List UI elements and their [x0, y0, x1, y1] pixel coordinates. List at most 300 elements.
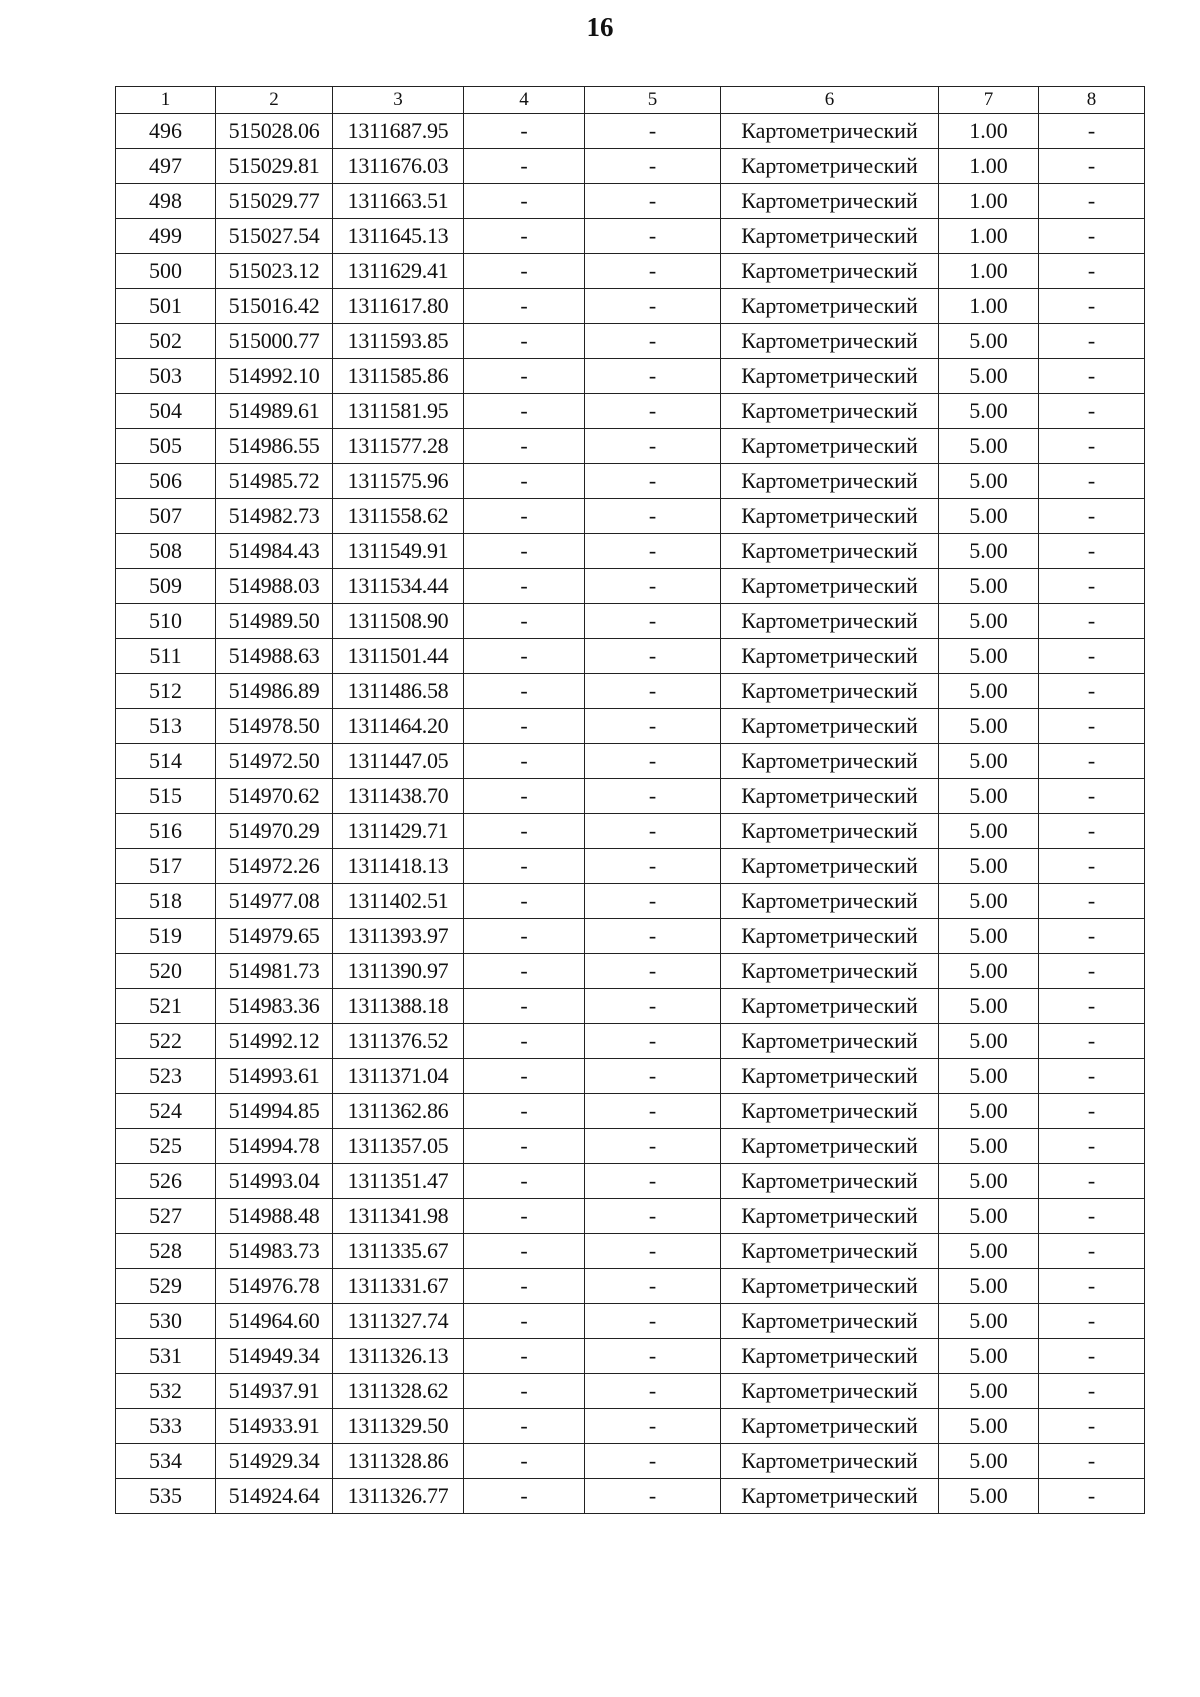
- cell-col-5: -: [585, 569, 721, 604]
- cell-method: Картометрический: [721, 499, 939, 534]
- cell-col-8: -: [1039, 289, 1145, 324]
- table-row: [116, 814, 1145, 849]
- cell-point-number: 497: [116, 149, 216, 184]
- cell-point-number: 534: [116, 1444, 216, 1479]
- cell-col-4: -: [464, 849, 585, 884]
- cell-y-coordinate: 1311687.95: [333, 114, 464, 149]
- cell-x-coordinate: 514988.03: [216, 569, 333, 604]
- cell-col-4: -: [464, 954, 585, 989]
- cell-x-coordinate: 514981.73: [216, 954, 333, 989]
- cell-method: Картометрический: [721, 1024, 939, 1059]
- cell-point-number: 501: [116, 289, 216, 324]
- cell-y-coordinate: 1311575.96: [333, 464, 464, 499]
- cell-x-coordinate: 514993.61: [216, 1059, 333, 1094]
- cell-col-4: -: [464, 1059, 585, 1094]
- cell-accuracy: 1.00: [939, 219, 1039, 254]
- cell-col-8: -: [1039, 814, 1145, 849]
- cell-accuracy: 1.00: [939, 184, 1039, 219]
- cell-col-5: -: [585, 1164, 721, 1199]
- cell-col-4: -: [464, 1269, 585, 1304]
- table-row: [116, 884, 1145, 919]
- cell-method: Картометрический: [721, 1444, 939, 1479]
- cell-point-number: 531: [116, 1339, 216, 1374]
- table-row: [116, 149, 1145, 184]
- cell-col-4: -: [464, 429, 585, 464]
- table-row: [116, 464, 1145, 499]
- cell-col-4: -: [464, 289, 585, 324]
- cell-col-5: -: [585, 219, 721, 254]
- cell-accuracy: 5.00: [939, 1374, 1039, 1409]
- cell-x-coordinate: 514976.78: [216, 1269, 333, 1304]
- table-row: [116, 534, 1145, 569]
- cell-accuracy: 5.00: [939, 1129, 1039, 1164]
- cell-x-coordinate: 514992.10: [216, 359, 333, 394]
- cell-method: Картометрический: [721, 1199, 939, 1234]
- cell-method: Картометрический: [721, 779, 939, 814]
- table-row: [116, 1199, 1145, 1234]
- cell-accuracy: 5.00: [939, 744, 1039, 779]
- cell-x-coordinate: 514992.12: [216, 1024, 333, 1059]
- cell-point-number: 516: [116, 814, 216, 849]
- cell-col-4: -: [464, 604, 585, 639]
- cell-col-5: -: [585, 429, 721, 464]
- cell-accuracy: 5.00: [939, 1164, 1039, 1199]
- cell-col-5: -: [585, 1094, 721, 1129]
- cell-x-coordinate: 515016.42: [216, 289, 333, 324]
- cell-y-coordinate: 1311402.51: [333, 884, 464, 919]
- cell-method: Картометрический: [721, 569, 939, 604]
- cell-col-5: -: [585, 499, 721, 534]
- cell-col-5: -: [585, 1339, 721, 1374]
- table-row: [116, 1409, 1145, 1444]
- cell-col-8: -: [1039, 639, 1145, 674]
- cell-point-number: 509: [116, 569, 216, 604]
- cell-point-number: 512: [116, 674, 216, 709]
- cell-accuracy: 5.00: [939, 1059, 1039, 1094]
- cell-col-8: -: [1039, 1479, 1145, 1514]
- cell-y-coordinate: 1311327.74: [333, 1304, 464, 1339]
- cell-col-8: -: [1039, 499, 1145, 534]
- cell-col-5: -: [585, 954, 721, 989]
- cell-col-5: -: [585, 1129, 721, 1164]
- cell-x-coordinate: 514994.85: [216, 1094, 333, 1129]
- cell-col-5: -: [585, 1304, 721, 1339]
- cell-col-8: -: [1039, 919, 1145, 954]
- cell-accuracy: 5.00: [939, 1479, 1039, 1514]
- cell-x-coordinate: 514972.50: [216, 744, 333, 779]
- cell-point-number: 500: [116, 254, 216, 289]
- cell-col-8: -: [1039, 429, 1145, 464]
- cell-y-coordinate: 1311577.28: [333, 429, 464, 464]
- cell-accuracy: 5.00: [939, 1199, 1039, 1234]
- cell-col-5: -: [585, 1409, 721, 1444]
- cell-method: Картометрический: [721, 219, 939, 254]
- header-cell: 4: [464, 87, 585, 114]
- table-row: [116, 1164, 1145, 1199]
- cell-y-coordinate: 1311486.58: [333, 674, 464, 709]
- cell-col-5: -: [585, 149, 721, 184]
- cell-col-5: -: [585, 1479, 721, 1514]
- cell-x-coordinate: 514949.34: [216, 1339, 333, 1374]
- cell-point-number: 515: [116, 779, 216, 814]
- cell-point-number: 519: [116, 919, 216, 954]
- cell-col-8: -: [1039, 534, 1145, 569]
- cell-point-number: 507: [116, 499, 216, 534]
- cell-col-4: -: [464, 1479, 585, 1514]
- cell-col-8: -: [1039, 709, 1145, 744]
- cell-y-coordinate: 1311328.86: [333, 1444, 464, 1479]
- cell-method: Картометрический: [721, 674, 939, 709]
- cell-accuracy: 5.00: [939, 1094, 1039, 1129]
- cell-y-coordinate: 1311593.85: [333, 324, 464, 359]
- cell-method: Картометрический: [721, 1269, 939, 1304]
- cell-method: Картометрический: [721, 534, 939, 569]
- cell-y-coordinate: 1311629.41: [333, 254, 464, 289]
- cell-point-number: 498: [116, 184, 216, 219]
- cell-accuracy: 5.00: [939, 359, 1039, 394]
- cell-y-coordinate: 1311429.71: [333, 814, 464, 849]
- coordinates-table: [115, 86, 1145, 1514]
- cell-col-4: -: [464, 884, 585, 919]
- cell-y-coordinate: 1311663.51: [333, 184, 464, 219]
- cell-col-4: -: [464, 219, 585, 254]
- cell-y-coordinate: 1311418.13: [333, 849, 464, 884]
- cell-method: Картометрический: [721, 919, 939, 954]
- cell-method: Картометрический: [721, 849, 939, 884]
- cell-method: Картометрический: [721, 1234, 939, 1269]
- cell-accuracy: 5.00: [939, 394, 1039, 429]
- cell-col-4: -: [464, 1129, 585, 1164]
- cell-y-coordinate: 1311393.97: [333, 919, 464, 954]
- cell-y-coordinate: 1311326.13: [333, 1339, 464, 1374]
- cell-method: Картометрический: [721, 954, 939, 989]
- cell-col-8: -: [1039, 219, 1145, 254]
- cell-point-number: 533: [116, 1409, 216, 1444]
- cell-y-coordinate: 1311508.90: [333, 604, 464, 639]
- header-cell: 1: [116, 87, 216, 114]
- table-row: [116, 254, 1145, 289]
- cell-accuracy: 5.00: [939, 604, 1039, 639]
- cell-accuracy: 5.00: [939, 919, 1039, 954]
- cell-col-5: -: [585, 639, 721, 674]
- cell-y-coordinate: 1311362.86: [333, 1094, 464, 1129]
- cell-col-4: -: [464, 1339, 585, 1374]
- cell-accuracy: 5.00: [939, 1339, 1039, 1374]
- cell-accuracy: 1.00: [939, 149, 1039, 184]
- cell-col-5: -: [585, 254, 721, 289]
- cell-point-number: 504: [116, 394, 216, 429]
- cell-point-number: 514: [116, 744, 216, 779]
- cell-accuracy: 5.00: [939, 674, 1039, 709]
- cell-method: Картометрический: [721, 1339, 939, 1374]
- cell-method: Картометрический: [721, 1129, 939, 1164]
- cell-col-5: -: [585, 394, 721, 429]
- cell-col-5: -: [585, 1269, 721, 1304]
- cell-method: Картометрический: [721, 1164, 939, 1199]
- cell-col-4: -: [464, 1374, 585, 1409]
- cell-y-coordinate: 1311501.44: [333, 639, 464, 674]
- table-row: [116, 1129, 1145, 1164]
- cell-col-5: -: [585, 359, 721, 394]
- cell-x-coordinate: 514985.72: [216, 464, 333, 499]
- cell-col-8: -: [1039, 324, 1145, 359]
- cell-accuracy: 5.00: [939, 569, 1039, 604]
- cell-col-5: -: [585, 324, 721, 359]
- cell-col-5: -: [585, 744, 721, 779]
- cell-method: Картометрический: [721, 744, 939, 779]
- cell-y-coordinate: 1311390.97: [333, 954, 464, 989]
- cell-x-coordinate: 514988.48: [216, 1199, 333, 1234]
- cell-accuracy: 5.00: [939, 1024, 1039, 1059]
- cell-col-5: -: [585, 1444, 721, 1479]
- cell-col-4: -: [464, 114, 585, 149]
- cell-point-number: 511: [116, 639, 216, 674]
- cell-col-4: -: [464, 674, 585, 709]
- cell-method: Картометрический: [721, 1479, 939, 1514]
- cell-y-coordinate: 1311357.05: [333, 1129, 464, 1164]
- cell-y-coordinate: 1311371.04: [333, 1059, 464, 1094]
- cell-x-coordinate: 514988.63: [216, 639, 333, 674]
- cell-col-4: -: [464, 534, 585, 569]
- cell-y-coordinate: 1311331.67: [333, 1269, 464, 1304]
- cell-point-number: 526: [116, 1164, 216, 1199]
- cell-col-8: -: [1039, 989, 1145, 1024]
- cell-y-coordinate: 1311326.77: [333, 1479, 464, 1514]
- table-row: [116, 1304, 1145, 1339]
- cell-x-coordinate: 514984.43: [216, 534, 333, 569]
- cell-point-number: 510: [116, 604, 216, 639]
- cell-col-8: -: [1039, 184, 1145, 219]
- cell-accuracy: 1.00: [939, 289, 1039, 324]
- cell-point-number: 506: [116, 464, 216, 499]
- cell-y-coordinate: 1311464.20: [333, 709, 464, 744]
- cell-col-5: -: [585, 289, 721, 324]
- cell-point-number: 520: [116, 954, 216, 989]
- cell-method: Картометрический: [721, 429, 939, 464]
- cell-col-5: -: [585, 604, 721, 639]
- cell-accuracy: 5.00: [939, 779, 1039, 814]
- cell-col-8: -: [1039, 1199, 1145, 1234]
- cell-point-number: 529: [116, 1269, 216, 1304]
- cell-method: Картометрический: [721, 604, 939, 639]
- cell-col-4: -: [464, 464, 585, 499]
- cell-col-5: -: [585, 709, 721, 744]
- table-row: [116, 1059, 1145, 1094]
- cell-col-8: -: [1039, 744, 1145, 779]
- cell-y-coordinate: 1311388.18: [333, 989, 464, 1024]
- table-row: [116, 1269, 1145, 1304]
- cell-y-coordinate: 1311329.50: [333, 1409, 464, 1444]
- cell-method: Картометрический: [721, 114, 939, 149]
- cell-method: Картометрический: [721, 639, 939, 674]
- cell-accuracy: 5.00: [939, 639, 1039, 674]
- table-row: [116, 1444, 1145, 1479]
- header-cell: 6: [721, 87, 939, 114]
- cell-accuracy: 5.00: [939, 954, 1039, 989]
- cell-method: Картометрический: [721, 289, 939, 324]
- cell-y-coordinate: 1311335.67: [333, 1234, 464, 1269]
- cell-x-coordinate: 515029.81: [216, 149, 333, 184]
- cell-col-4: -: [464, 324, 585, 359]
- cell-point-number: 528: [116, 1234, 216, 1269]
- cell-method: Картометрический: [721, 324, 939, 359]
- cell-point-number: 524: [116, 1094, 216, 1129]
- cell-accuracy: 5.00: [939, 1234, 1039, 1269]
- cell-y-coordinate: 1311617.80: [333, 289, 464, 324]
- cell-x-coordinate: 515029.77: [216, 184, 333, 219]
- cell-col-4: -: [464, 814, 585, 849]
- cell-col-8: -: [1039, 1094, 1145, 1129]
- cell-x-coordinate: 514989.61: [216, 394, 333, 429]
- cell-method: Картометрический: [721, 1304, 939, 1339]
- table-row: [116, 184, 1145, 219]
- cell-point-number: 505: [116, 429, 216, 464]
- cell-col-4: -: [464, 989, 585, 1024]
- cell-col-4: -: [464, 149, 585, 184]
- table-row: [116, 569, 1145, 604]
- cell-col-8: -: [1039, 779, 1145, 814]
- cell-col-5: -: [585, 184, 721, 219]
- cell-x-coordinate: 515028.06: [216, 114, 333, 149]
- cell-x-coordinate: 514933.91: [216, 1409, 333, 1444]
- table-row: [116, 499, 1145, 534]
- table-row: [116, 114, 1145, 149]
- cell-col-8: -: [1039, 674, 1145, 709]
- cell-y-coordinate: 1311328.62: [333, 1374, 464, 1409]
- cell-col-5: -: [585, 1374, 721, 1409]
- cell-point-number: 499: [116, 219, 216, 254]
- cell-col-5: -: [585, 1199, 721, 1234]
- cell-x-coordinate: 514964.60: [216, 1304, 333, 1339]
- cell-col-5: -: [585, 114, 721, 149]
- cell-method: Картометрический: [721, 184, 939, 219]
- cell-x-coordinate: 514929.34: [216, 1444, 333, 1479]
- cell-col-5: -: [585, 849, 721, 884]
- table-row: [116, 359, 1145, 394]
- cell-method: Картометрический: [721, 709, 939, 744]
- cell-method: Картометрический: [721, 1409, 939, 1444]
- table-row: [116, 1479, 1145, 1514]
- cell-col-4: -: [464, 1199, 585, 1234]
- cell-col-5: -: [585, 1024, 721, 1059]
- table-row: [116, 989, 1145, 1024]
- cell-col-8: -: [1039, 1164, 1145, 1199]
- cell-y-coordinate: 1311645.13: [333, 219, 464, 254]
- cell-method: Картометрический: [721, 394, 939, 429]
- cell-col-8: -: [1039, 849, 1145, 884]
- cell-x-coordinate: 514977.08: [216, 884, 333, 919]
- cell-col-4: -: [464, 499, 585, 534]
- cell-x-coordinate: 514924.64: [216, 1479, 333, 1514]
- cell-accuracy: 5.00: [939, 1269, 1039, 1304]
- cell-method: Картометрический: [721, 464, 939, 499]
- cell-col-8: -: [1039, 569, 1145, 604]
- cell-accuracy: 5.00: [939, 849, 1039, 884]
- table-row: [116, 919, 1145, 954]
- cell-method: Картометрический: [721, 359, 939, 394]
- table-row: [116, 289, 1145, 324]
- cell-accuracy: 5.00: [939, 884, 1039, 919]
- cell-accuracy: 5.00: [939, 429, 1039, 464]
- cell-point-number: 508: [116, 534, 216, 569]
- cell-y-coordinate: 1311438.70: [333, 779, 464, 814]
- table-row: [116, 219, 1145, 254]
- cell-x-coordinate: 515023.12: [216, 254, 333, 289]
- cell-col-4: -: [464, 394, 585, 429]
- table-row: [116, 1339, 1145, 1374]
- cell-col-8: -: [1039, 1269, 1145, 1304]
- cell-col-8: -: [1039, 254, 1145, 289]
- cell-x-coordinate: 514970.29: [216, 814, 333, 849]
- cell-accuracy: 5.00: [939, 534, 1039, 569]
- cell-col-4: -: [464, 569, 585, 604]
- cell-accuracy: 1.00: [939, 114, 1039, 149]
- cell-col-4: -: [464, 1094, 585, 1129]
- cell-x-coordinate: 515027.54: [216, 219, 333, 254]
- cell-col-8: -: [1039, 464, 1145, 499]
- cell-col-5: -: [585, 1234, 721, 1269]
- cell-method: Картометрический: [721, 149, 939, 184]
- cell-point-number: 503: [116, 359, 216, 394]
- cell-col-4: -: [464, 1024, 585, 1059]
- page-number: 16: [586, 12, 614, 42]
- table-row: [116, 1234, 1145, 1269]
- cell-col-4: -: [464, 1234, 585, 1269]
- table-row: [116, 639, 1145, 674]
- cell-col-4: -: [464, 639, 585, 674]
- cell-y-coordinate: 1311676.03: [333, 149, 464, 184]
- table-header-row: [116, 87, 1145, 114]
- cell-x-coordinate: 514970.62: [216, 779, 333, 814]
- cell-col-8: -: [1039, 1129, 1145, 1164]
- cell-accuracy: 5.00: [939, 1304, 1039, 1339]
- cell-x-coordinate: 514937.91: [216, 1374, 333, 1409]
- table-row: [116, 709, 1145, 744]
- cell-y-coordinate: 1311534.44: [333, 569, 464, 604]
- header-cell: 3: [333, 87, 464, 114]
- header-cell: 5: [585, 87, 721, 114]
- cell-method: Картометрический: [721, 1059, 939, 1094]
- cell-col-4: -: [464, 744, 585, 779]
- cell-col-8: -: [1039, 884, 1145, 919]
- cell-col-8: -: [1039, 394, 1145, 429]
- table-row: [116, 394, 1145, 429]
- cell-col-5: -: [585, 779, 721, 814]
- cell-col-8: -: [1039, 1374, 1145, 1409]
- cell-point-number: 535: [116, 1479, 216, 1514]
- cell-point-number: 517: [116, 849, 216, 884]
- cell-col-4: -: [464, 359, 585, 394]
- cell-col-4: -: [464, 184, 585, 219]
- cell-accuracy: 5.00: [939, 324, 1039, 359]
- cell-col-5: -: [585, 534, 721, 569]
- cell-point-number: 525: [116, 1129, 216, 1164]
- cell-point-number: 496: [116, 114, 216, 149]
- cell-col-8: -: [1039, 1234, 1145, 1269]
- cell-point-number: 518: [116, 884, 216, 919]
- cell-col-4: -: [464, 254, 585, 289]
- cell-col-5: -: [585, 1059, 721, 1094]
- cell-y-coordinate: 1311351.47: [333, 1164, 464, 1199]
- table-row: [116, 324, 1145, 359]
- cell-method: Картометрический: [721, 1374, 939, 1409]
- table-row: [116, 1374, 1145, 1409]
- cell-col-4: -: [464, 919, 585, 954]
- table-row: [116, 744, 1145, 779]
- cell-col-8: -: [1039, 604, 1145, 639]
- table-body: [116, 87, 1145, 1514]
- table-row: [116, 954, 1145, 989]
